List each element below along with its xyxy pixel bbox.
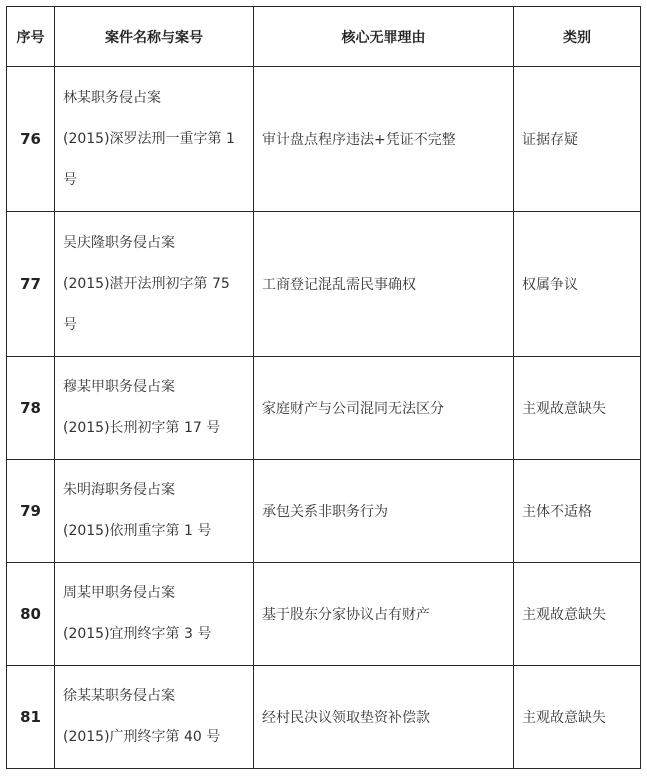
- table-row: [7, 67, 641, 212]
- case-title: 徐某某职务侵占案: [63, 688, 175, 704]
- case-number: (2015)依刑重字第 1 号: [63, 523, 212, 539]
- header-row: [7, 7, 641, 67]
- row-reason: 基于股东分家协议占有财产: [254, 563, 514, 666]
- row-reason: 家庭财产与公司混同无法区分: [254, 357, 514, 460]
- header-name: 案件名称与案号: [55, 7, 254, 67]
- row-category: 主观故意缺失: [514, 666, 641, 769]
- row-category: 主体不适格: [514, 460, 641, 563]
- row-name: [55, 212, 254, 357]
- row-name: [55, 67, 254, 212]
- row-name: [55, 460, 254, 563]
- header-category: 类别: [514, 7, 641, 67]
- case-title: 穆某甲职务侵占案: [63, 379, 175, 395]
- header-idx: 序号: [7, 7, 55, 67]
- case-number-cont: 号: [63, 316, 77, 333]
- row-reason: 审计盘点程序违法+凭证不完整: [254, 67, 514, 212]
- cases-table: [6, 6, 641, 769]
- case-title: 周某甲职务侵占案: [63, 585, 175, 601]
- row-category: 证据存疑: [514, 67, 641, 212]
- case-title: 吴庆隆职务侵占案: [63, 234, 175, 251]
- table-row: [7, 666, 641, 769]
- row-name: [55, 357, 254, 460]
- row-idx: 80: [7, 563, 55, 666]
- case-title: 朱明海职务侵占案: [63, 482, 175, 498]
- case-number: (2015)深罗法刑一重字第 1: [63, 130, 235, 147]
- case-number: (2015)湛开法刑初字第 75: [63, 275, 230, 292]
- case-title: 林某职务侵占案: [63, 89, 161, 106]
- row-idx: 79: [7, 460, 55, 563]
- table-row: [7, 212, 641, 357]
- table-row: [7, 357, 641, 460]
- row-name: [55, 563, 254, 666]
- table-row: [7, 460, 641, 563]
- row-idx: 78: [7, 357, 55, 460]
- row-category: 主观故意缺失: [514, 563, 641, 666]
- case-number: (2015)长刑初字第 17 号: [63, 420, 221, 436]
- header-reason: 核心无罪理由: [254, 7, 514, 67]
- row-name: [55, 666, 254, 769]
- row-idx: 81: [7, 666, 55, 769]
- row-category: 主观故意缺失: [514, 357, 641, 460]
- case-number-cont: 号: [63, 171, 77, 188]
- row-category: 权属争议: [514, 212, 641, 357]
- row-reason: 承包关系非职务行为: [254, 460, 514, 563]
- row-idx: 76: [7, 67, 55, 212]
- row-reason: 工商登记混乱需民事确权: [254, 212, 514, 357]
- row-idx: 77: [7, 212, 55, 357]
- case-number: (2015)广刑终字第 40 号: [63, 729, 221, 745]
- row-reason: 经村民决议领取垫资补偿款: [254, 666, 514, 769]
- case-number: (2015)宜刑终字第 3 号: [63, 626, 212, 642]
- table-row: [7, 563, 641, 666]
